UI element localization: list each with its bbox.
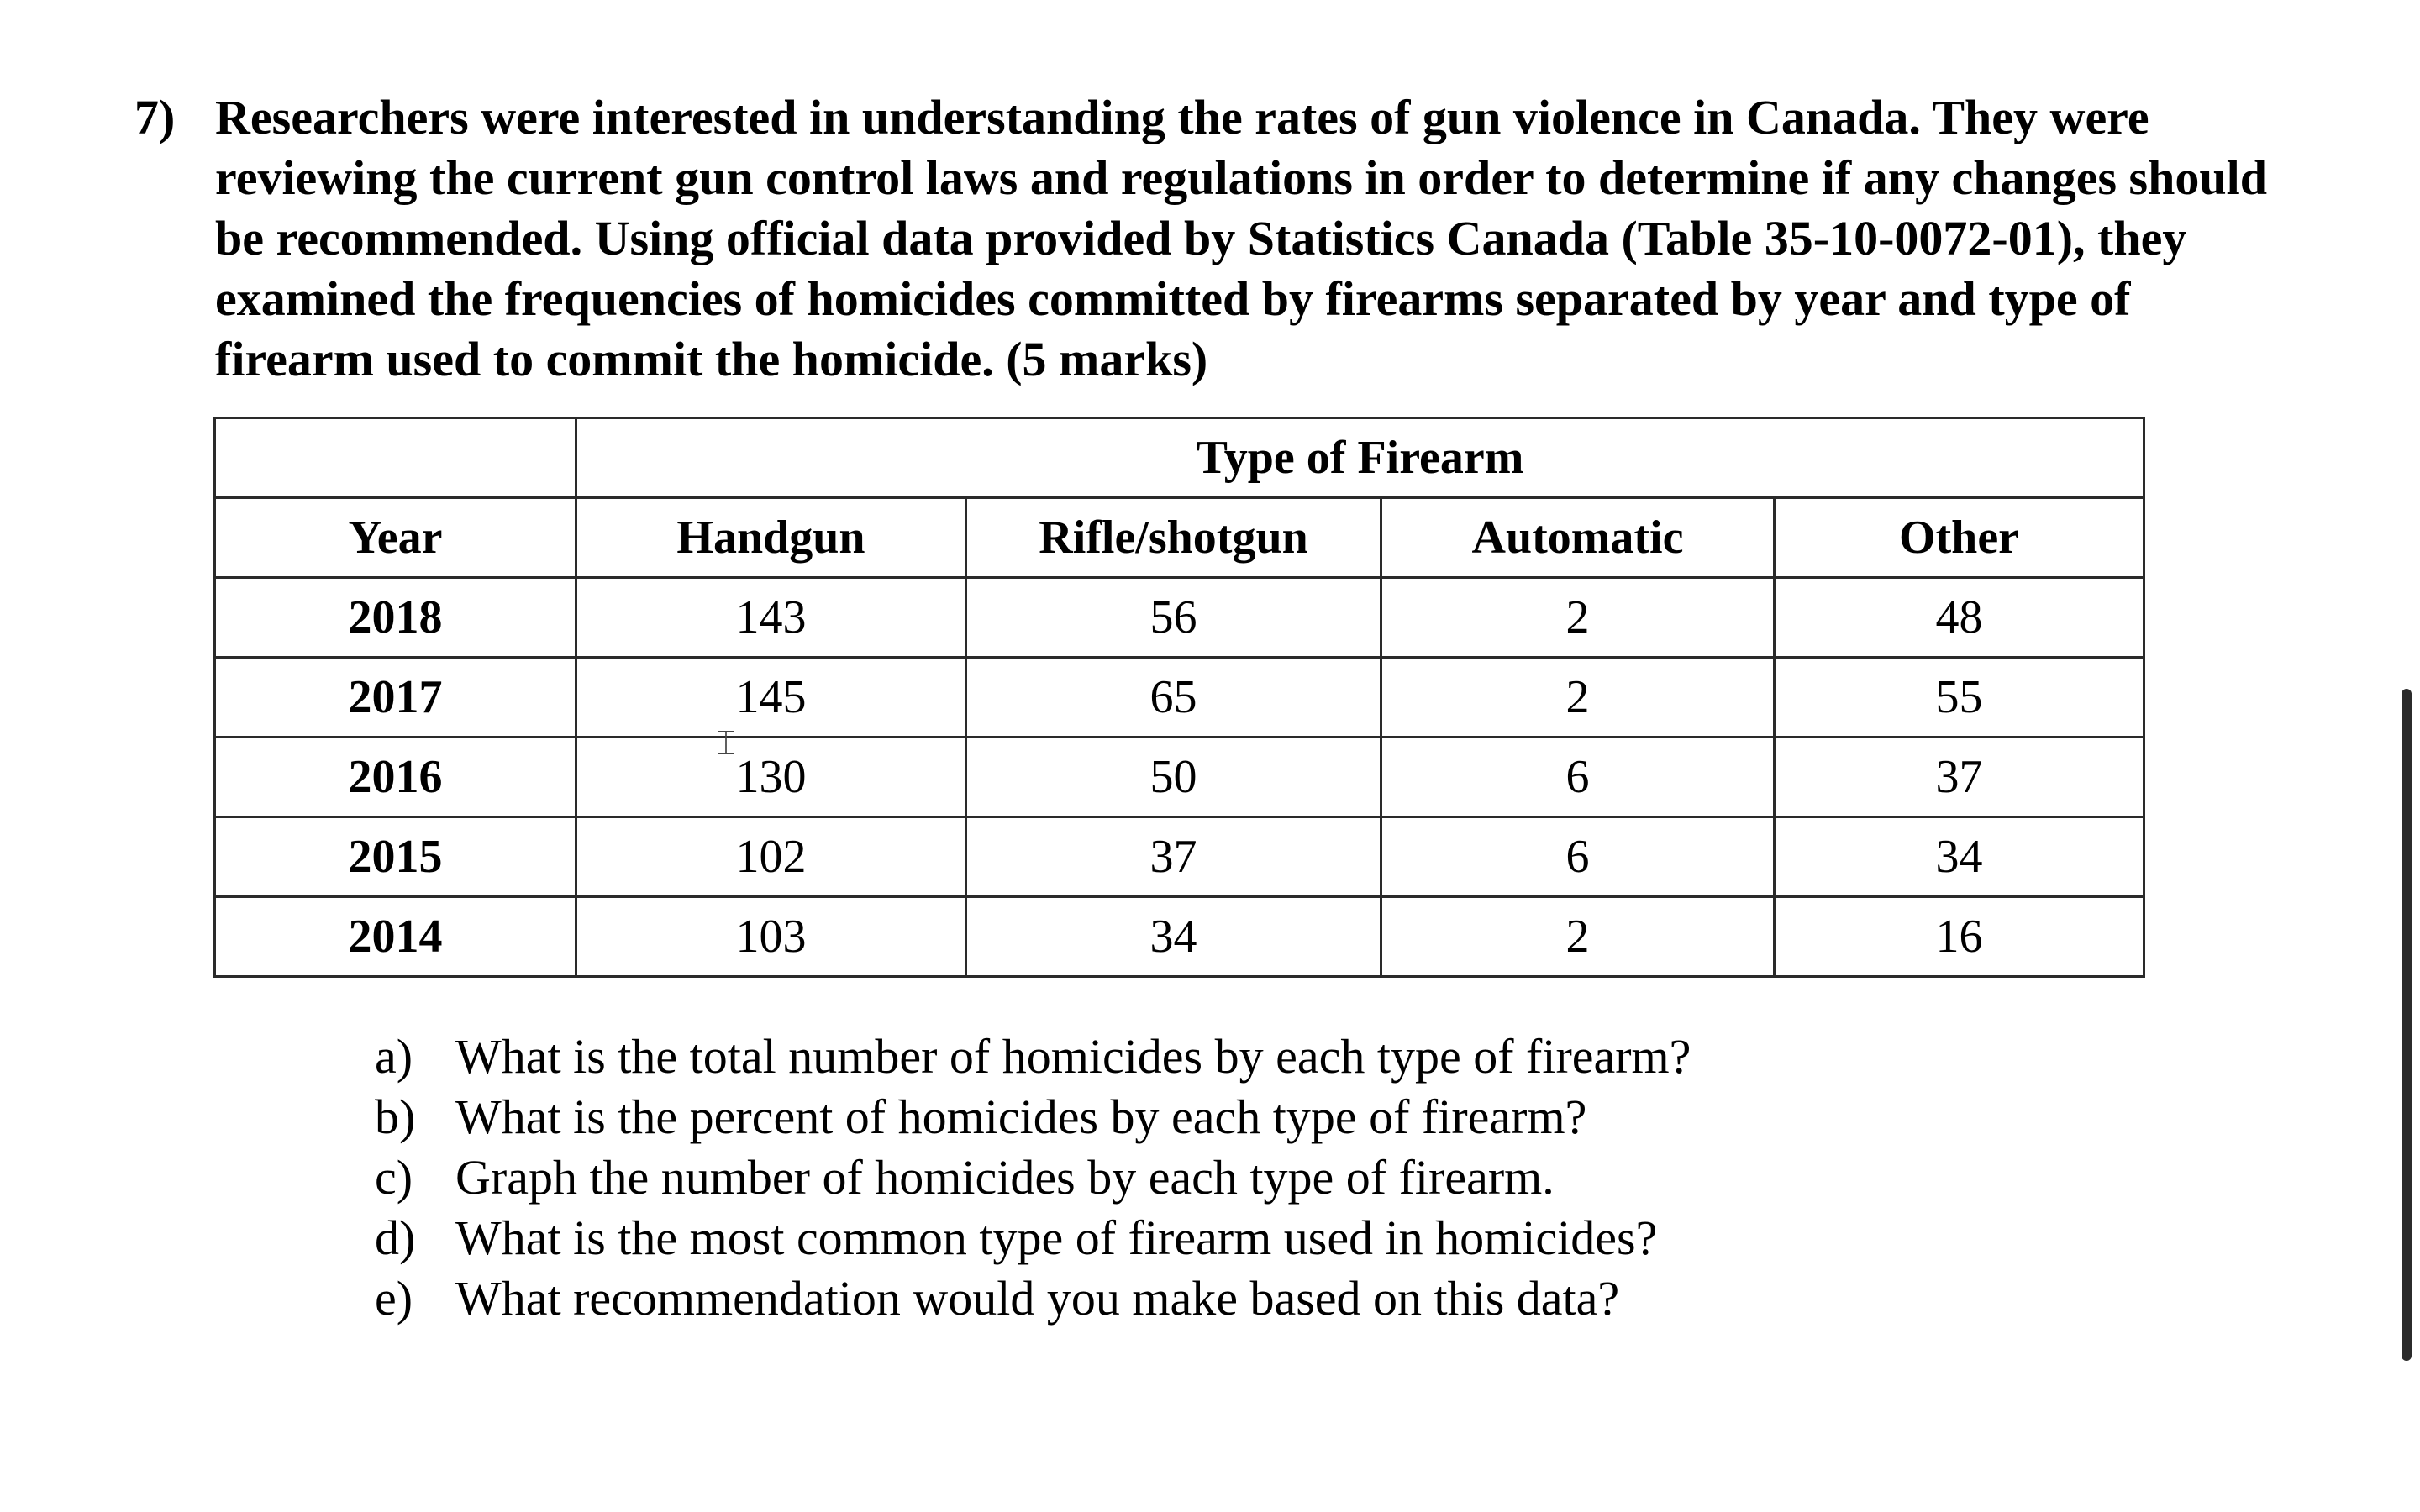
- table-row: [215, 897, 2144, 977]
- automatic-cell: 6: [1381, 817, 1775, 897]
- table-corner-cell: [215, 418, 576, 498]
- sub-question-text: What recommendation would you make based on this data?: [455, 1271, 1620, 1326]
- text-cursor-icon: ⌶: [716, 724, 736, 763]
- vertical-scrollbar[interactable]: [2402, 689, 2412, 1361]
- question-text: Researchers were interested in understanding the rates of gun violence in Canada. They were reviewing the current gun control laws and regulations in order to determine if any changes should be recommended. Using official data provided by Statistics Canada (Table 35-10-0072-01), they examined the frequencies of homicides committed by firearms separated by year and type of firearm used to commit the homicide. (5 marks): [215, 90, 2267, 386]
- year-cell: 2018: [215, 578, 576, 658]
- sub-question-label: a): [375, 1029, 413, 1084]
- list-item: [375, 1026, 1691, 1087]
- handgun-cell: 103: [576, 897, 966, 977]
- sub-question-text: What is the percent of homicides by each type of firearm?: [455, 1089, 1587, 1144]
- year-cell: 2017: [215, 658, 576, 738]
- year-cell: 2014: [215, 897, 576, 977]
- question-number: 7): [134, 90, 176, 144]
- sub-question-text: What is the total number of homicides by each type of firearm?: [455, 1029, 1691, 1084]
- sub-question-label: c): [375, 1150, 413, 1205]
- table-column-header-row: [215, 498, 2144, 578]
- list-item: [375, 1087, 1691, 1147]
- handgun-cell: 130: [576, 738, 966, 817]
- question-7: [134, 87, 2269, 390]
- automatic-cell: 2: [1381, 578, 1775, 658]
- rifle-shotgun-cell: 56: [966, 578, 1381, 658]
- automatic-cell: 2: [1381, 658, 1775, 738]
- table-group-header-row: [215, 418, 2144, 498]
- sub-question-text: What is the most common type of firearm used in homicides?: [455, 1210, 1658, 1265]
- sub-question-label: d): [375, 1210, 416, 1265]
- year-cell: 2016: [215, 738, 576, 817]
- automatic-cell: 6: [1381, 738, 1775, 817]
- other-cell: 55: [1775, 658, 2144, 738]
- rifle-shotgun-cell: 34: [966, 897, 1381, 977]
- column-header-handgun: Handgun: [576, 498, 966, 578]
- sub-question-text: Graph the number of homicides by each type of firearm.: [455, 1150, 1555, 1205]
- firearm-homicide-table: [213, 417, 2145, 978]
- sub-question-label: e): [375, 1271, 413, 1326]
- column-header-other: Other: [1775, 498, 2144, 578]
- column-header-automatic: Automatic: [1381, 498, 1775, 578]
- other-cell: 34: [1775, 817, 2144, 897]
- other-cell: 16: [1775, 897, 2144, 977]
- sub-question-label: b): [375, 1089, 416, 1144]
- handgun-cell: 143: [576, 578, 966, 658]
- rifle-shotgun-cell: 37: [966, 817, 1381, 897]
- type-of-firearm-header: Type of Firearm: [576, 418, 2144, 498]
- table-row: [215, 817, 2144, 897]
- table-row: [215, 578, 2144, 658]
- sub-question-list: [375, 1026, 1691, 1329]
- other-cell: 48: [1775, 578, 2144, 658]
- year-cell: 2015: [215, 817, 576, 897]
- list-item: [375, 1268, 1691, 1329]
- list-item: [375, 1147, 1691, 1208]
- rifle-shotgun-cell: 50: [966, 738, 1381, 817]
- rifle-shotgun-cell: 65: [966, 658, 1381, 738]
- other-cell: 37: [1775, 738, 2144, 817]
- automatic-cell: 2: [1381, 897, 1775, 977]
- table-row: [215, 738, 2144, 817]
- list-item: [375, 1208, 1691, 1268]
- table-row: [215, 658, 2144, 738]
- column-header-rifle-shotgun: Rifle/shotgun: [966, 498, 1381, 578]
- handgun-cell: 145: [576, 658, 966, 738]
- handgun-cell: 102: [576, 817, 966, 897]
- column-header-year: Year: [215, 498, 576, 578]
